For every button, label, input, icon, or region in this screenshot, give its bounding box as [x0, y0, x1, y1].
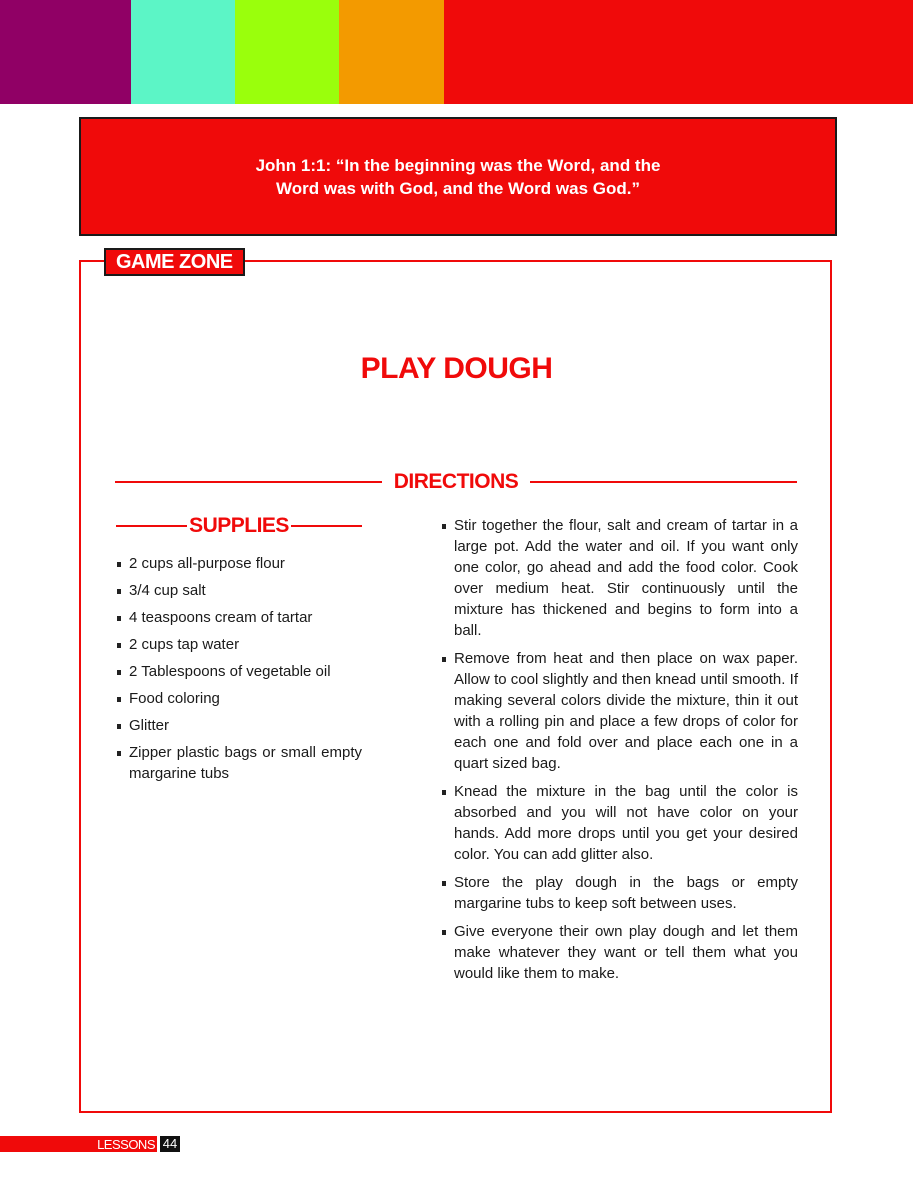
page-number: 44	[160, 1136, 180, 1152]
supply-item: Glitter	[116, 715, 362, 736]
scripture-verse-box	[79, 117, 837, 236]
color-band-lime	[235, 0, 339, 104]
footer-section-label: LESSONS	[97, 1136, 155, 1152]
supply-item: 4 teaspoons cream of tartar	[116, 607, 362, 628]
divider-line	[530, 481, 797, 483]
direction-step: Stir together the flour, salt and cream of tartar in a large pot. Add the water and oil. If you want only one color, go ahead and add the food color. Cook over medium heat. Stir continuously until the mixture has thickened and begins to form into a ball.	[441, 515, 798, 641]
directions-list	[441, 515, 798, 991]
color-band-purple	[0, 0, 131, 104]
direction-step: Knead the mixture in the bag until the color is absorbed and you will not have color on your hands. Add more drops until you get your desired color. You can add glitter also.	[441, 781, 798, 865]
supplies-heading-label: SUPPLIES	[189, 514, 289, 537]
color-band-header	[0, 0, 913, 104]
supply-item: 2 cups tap water	[116, 634, 362, 655]
color-band-red	[444, 0, 913, 104]
page-title: PLAY DOUGH	[360, 352, 553, 385]
divider-line	[291, 525, 362, 527]
supply-item: Zipper plastic bags or small empty margarine tubs	[116, 742, 362, 784]
direction-step: Remove from heat and then place on wax paper. Allow to cool slightly and then knead until smooth. If making several colors divide the mixture, thin it out with a rolling pin and place a few drops of color for each one and fold over and place each one in a quart sized bag.	[441, 648, 798, 774]
directions-heading-label: DIRECTIONS	[393, 470, 519, 493]
supply-item: 2 cups all-purpose flour	[116, 553, 362, 574]
direction-step: Store the play dough in the bags or empty margarine tubs to keep soft between uses.	[441, 872, 798, 914]
direction-step: Give everyone their own play dough and let them make whatever they want or tell them what you would like them to make.	[441, 921, 798, 984]
divider-line	[116, 525, 187, 527]
supply-item: 3/4 cup salt	[116, 580, 362, 601]
supply-item: Food coloring	[116, 688, 362, 709]
color-band-mint	[131, 0, 235, 104]
supply-item: 2 Tablespoons of vegetable oil	[116, 661, 362, 682]
directions-heading	[115, 470, 797, 494]
supplies-heading	[116, 514, 362, 538]
divider-line	[115, 481, 382, 483]
game-zone-tag: GAME ZONE	[104, 248, 245, 276]
scripture-verse-text: John 1:1: “In the beginning was the Word, and the Word was with God, and the Word was God.”	[255, 155, 661, 198]
footer-section-bar	[0, 1136, 157, 1152]
color-band-orange	[339, 0, 444, 104]
supplies-list	[116, 553, 362, 790]
